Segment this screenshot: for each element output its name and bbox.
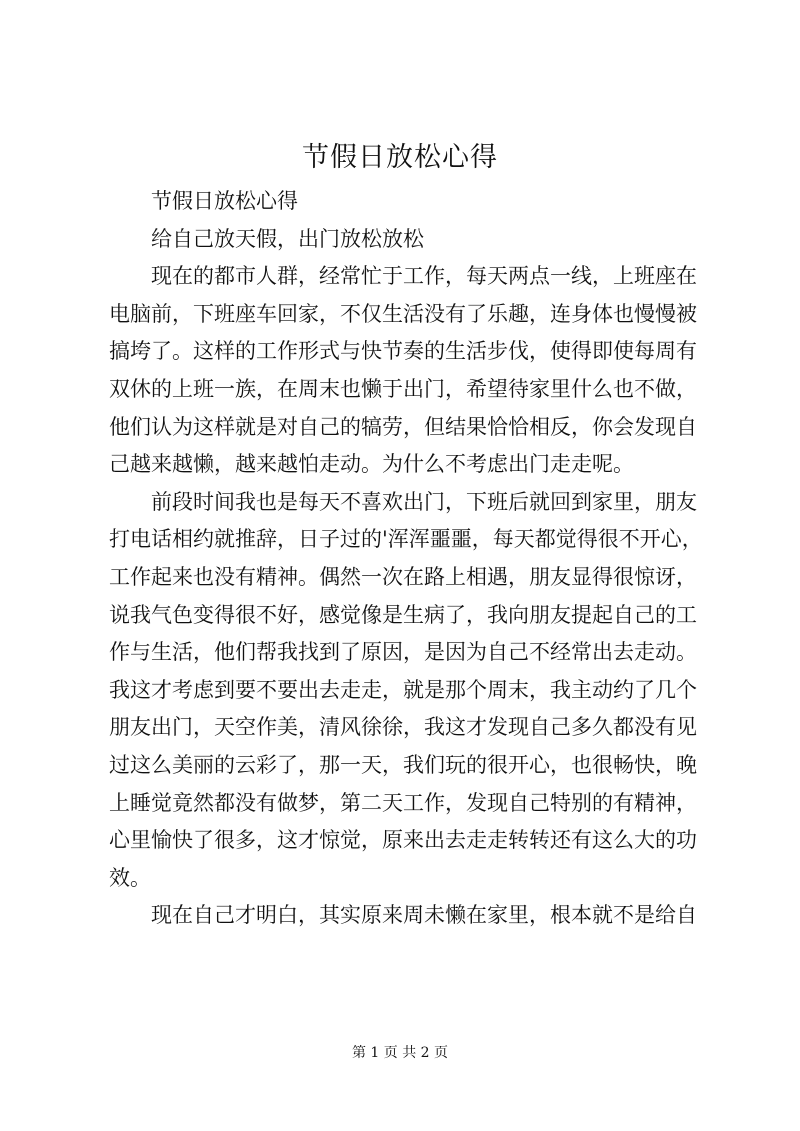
page-footer: 第 1 页 共 2 页: [351, 1045, 449, 1061]
paragraph: 前段时间我也是每天不喜欢出门，下班后就回到家里，朋友打电话相约就推辞，日子过的'浑浑噩噩，每天都觉得很不开心，工作起来也没有精神。偶然一次在路上相遇，朋友显得很惊讶，说我气色变得很不好，感觉像是生病了，我向朋友提起自己的工作与生活，他们帮我找到了原因，是因为自己不经常出去走动。我这才考虑到要不要出去走走，就是那个周末，我主动约了几个朋友出门，天空作美，清风徐徐，我这才发现自己多久都没有见过这么美丽的云彩了，那一天，我们玩的很开心，也很畅快，晚上睡觉竟然都没有做梦，第二天工作，发现自己特别的有精神，心里愉快了很多，这才惊觉，原来出去走走转转还有这么大的功效。: [109, 489, 703, 890]
document-title: 节假日放松心得: [302, 142, 498, 173]
paragraph-subtitle: 节假日放松心得: [151, 189, 298, 213]
document-body: [109, 183, 709, 935]
paragraph-heading: 给自己放天假，出门放松放松: [151, 226, 424, 251]
paragraph: 现在的都市人群，经常忙于工作，每天两点一线，上班座在电脑前，下班座车回家，不仅生活没有了乐趣，连身体也慢慢被搞垮了。这样的工作形式与快节奏的生活步伐，使得即使每周有双休的上班一族，在周末也懒于出门，希望待家里什么也不做，他们认为这样就是对自己的犒劳，但结果恰恰相反，你会发现自己越来越懒，越来越怕走动。为什么不考虑出门走走呢。: [109, 264, 697, 477]
paragraph: 现在自己才明白，其实原来周未懒在家里，根本就不是给自: [151, 903, 697, 928]
